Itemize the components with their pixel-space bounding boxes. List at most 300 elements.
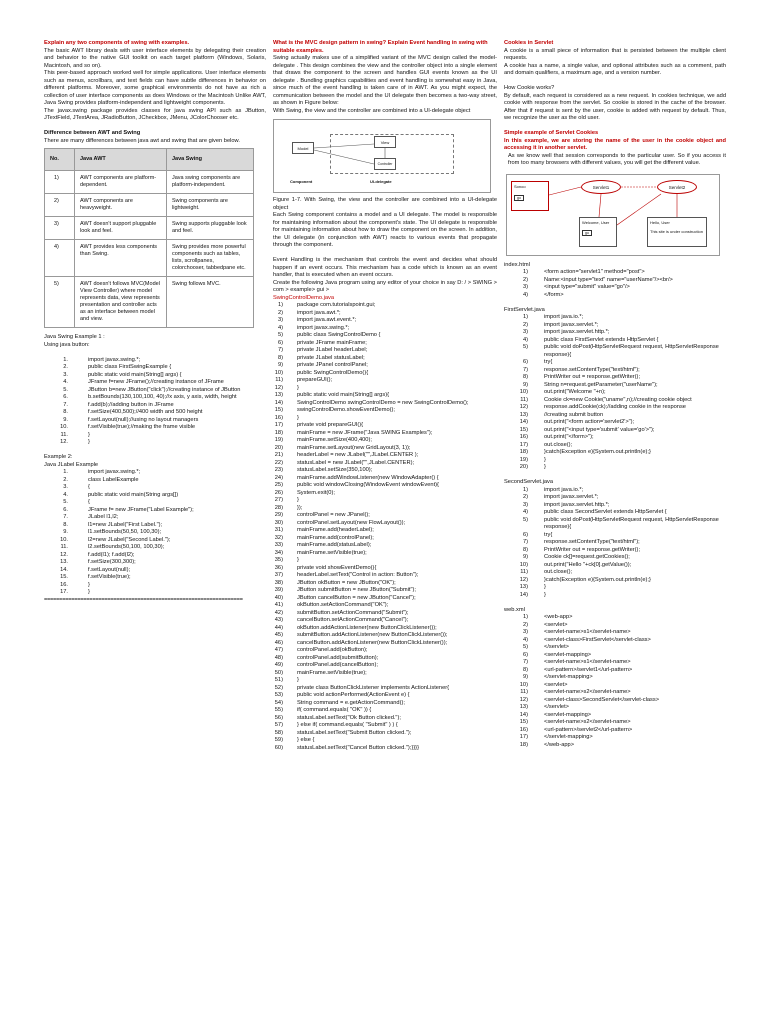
code-line (504, 374, 726, 382)
code-text: } (544, 456, 546, 463)
code-line (273, 422, 497, 430)
example-subtitle: Java JLabel Example (44, 461, 99, 468)
cookie-flow-diagram (506, 174, 720, 256)
login-form-box: Sonoo go (511, 181, 549, 211)
code-line (273, 557, 497, 565)
code-text: try{ (544, 359, 553, 365)
code-text: mainFrame.setSize(400,400); (297, 437, 372, 443)
code-line (273, 550, 497, 558)
code-text: mainFrame.setVisible(true); (297, 549, 367, 556)
code-text: import java.awt.event.*; (297, 317, 357, 323)
code-block-web-xml (504, 614, 726, 749)
line-number: 11) (520, 569, 528, 575)
line-number: 2. (63, 364, 68, 370)
code-line (273, 370, 497, 378)
code-line (273, 332, 497, 340)
code-text: f.setLayout(null);//using no layout managers (88, 416, 199, 423)
code-text: private JLabel headerLabel; (297, 347, 368, 353)
code-line (504, 442, 726, 450)
line-number: 6) (522, 651, 528, 658)
example-title: Example 2: (44, 454, 73, 460)
table-cell: 4) (45, 240, 75, 277)
code-line (44, 394, 266, 402)
line-number: 6) (277, 339, 283, 346)
table-row (45, 240, 254, 277)
code-line (504, 344, 726, 359)
code-line (273, 302, 497, 310)
line-number: 25) (274, 482, 283, 488)
code-text: </servlet> (544, 644, 569, 650)
line-number: 35) (274, 557, 283, 563)
code-line (44, 559, 266, 567)
table-cell: 1) (45, 171, 75, 194)
code-line (504, 742, 726, 750)
line-number: 44) (274, 624, 283, 631)
line-number: 22) (274, 459, 283, 466)
code-text: JFrame f=new JFrame();//creating instance of JFrame (88, 379, 224, 385)
line-number: 5) (522, 644, 528, 650)
line-number: 1) (277, 302, 283, 308)
code-line (273, 655, 497, 663)
table-row (45, 194, 254, 217)
code-line (273, 527, 497, 535)
table-cell: AWT components are heavyweight. (75, 194, 167, 217)
code-text: statusLabel = new JLabel("",JLabel.CENTER); (297, 459, 415, 466)
code-text: public static void main(String[] args){ (297, 392, 389, 398)
line-number: 7) (522, 659, 528, 665)
code-text: import javax.servlet.http.*; (544, 501, 610, 508)
code-line (273, 482, 497, 490)
line-number: 10) (519, 389, 528, 395)
code-text: } (544, 591, 546, 598)
code-text: mainFrame.add(headerLabel); (297, 527, 374, 533)
paragraph: Each Swing component contains a model and a UI delegate. The model is responsible for maintaining information about the component's state. The UI delegate is responsible for maintaining information about how to draw the component on the screen. In addition, the UI delegate (in conjunction with AWT) reacts to various events that propagate through the component. (273, 212, 497, 248)
line-number: 1) (522, 614, 528, 620)
line-number: 3) (277, 317, 283, 323)
code-line (273, 625, 497, 633)
code-text: prepareGUI(); (297, 377, 333, 383)
code-line (504, 674, 726, 682)
file-name: SecondServlet.java (504, 479, 554, 485)
go-button-mock: go (582, 230, 592, 236)
code-line (44, 544, 266, 552)
code-line (273, 745, 497, 753)
code-line (504, 532, 726, 540)
line-number: 1. (63, 469, 68, 475)
code-line (44, 582, 266, 590)
line-number: 24) (274, 474, 283, 481)
code-line (504, 464, 726, 472)
table-row (45, 171, 254, 194)
section-subheading: In this example, we are storing the name of the user in the cookie object and accessing it in another servlet. (504, 137, 726, 151)
line-number: 12) (519, 576, 528, 583)
line-number: 6. (63, 506, 68, 513)
code-text: package com.tutorialspoint.gui; (297, 302, 376, 308)
code-line (273, 730, 497, 738)
line-number: 32) (274, 534, 283, 541)
line-number: 9) (277, 362, 283, 368)
code-line (273, 595, 497, 603)
code-line (44, 589, 266, 597)
code-line (504, 382, 726, 390)
code-text: import javax.servlet.*; (544, 494, 599, 500)
code-text: <servlet-mapping> (544, 651, 592, 658)
code-line (504, 434, 726, 442)
line-number: 13. (60, 559, 68, 565)
line-number: 16) (274, 414, 283, 421)
code-line (504, 562, 726, 570)
code-line (44, 522, 266, 530)
line-number: 1. (63, 356, 68, 363)
code-text: private class ButtonClickListener implements ActionListener{ (297, 684, 450, 691)
code-text: f.setLayout(null); (88, 566, 131, 573)
code-text: }catch(Exception e){System.out.println(e);} (544, 576, 651, 583)
code-text: public class FirstSwingExample { (88, 364, 172, 370)
code-line (504, 569, 726, 577)
line-number: 5) (522, 516, 528, 523)
line-number: 39) (274, 587, 283, 593)
line-number: 7) (522, 366, 528, 373)
line-number: 1) (522, 269, 528, 275)
code-text: } (297, 557, 299, 563)
code-line (504, 689, 726, 697)
code-text: controlPanel.add(okButton); (297, 647, 368, 653)
code-line (273, 707, 497, 715)
code-line (504, 419, 726, 427)
code-text: Name:<input type="text" name="userName"/><br/> (544, 276, 673, 283)
line-number: 1) (522, 314, 528, 320)
line-number: 41) (274, 602, 283, 608)
code-line (273, 737, 497, 745)
code-text: public void windowClosing(WindowEvent windowEvent){ (297, 482, 439, 488)
code-block-first-servlet (504, 314, 726, 472)
line-number: 31) (274, 527, 283, 533)
line-number: 10) (519, 681, 528, 688)
code-text: import java.io.*; (544, 486, 584, 493)
code-text: <servlet-class>SecondServlet</servlet-class> (544, 696, 660, 703)
example-title: Java Swing Example 1 : (44, 334, 105, 340)
question-heading-mvc: What is the MVC design pattern in swing? Explain Event handling in swing with suitable examples. (273, 40, 488, 54)
table-cell: AWT doesn't follows MVC(Model View Controller) where model represents data, view represents presentation and controller acts as an interface between model and view. (75, 277, 167, 328)
line-number: 38) (274, 579, 283, 586)
code-text: } else if( command.equals( "Submit" ) ) { (297, 722, 398, 728)
code-line (273, 512, 497, 520)
code-line (273, 535, 497, 543)
code-line (44, 537, 266, 545)
code-text: out.print("<form action='servlet2'>"); (544, 419, 635, 425)
paragraph: As we know well that session corresponds to the particular user. So if you access it from too many browsers with different values, you will get the different value. (508, 152, 726, 166)
code-text: public void doPost(HttpServletRequest request, HttpServletResponse response){ (544, 516, 719, 530)
line-number: 60) (274, 744, 283, 751)
code-text: <servlet> (544, 681, 568, 688)
code-line (273, 587, 497, 595)
code-text: f.setSize(400,500);//400 width and 500 height (88, 409, 203, 415)
code-line (273, 317, 497, 325)
line-number: 14) (519, 711, 528, 718)
code-line (504, 697, 726, 705)
code-text: } (544, 464, 546, 470)
line-number: 14) (274, 399, 283, 406)
code-text: </servlet-mapping> (544, 734, 593, 740)
code-line (504, 487, 726, 495)
code-text: JButton cancelButton = new JButton("Cancel"); (297, 594, 416, 601)
code-text: mainFrame = new JFrame("Java SWING Examples"); (297, 429, 433, 436)
code-line (44, 492, 266, 500)
code-line (44, 484, 266, 492)
code-line (504, 539, 726, 547)
table-cell: Swing follows MVC. (167, 277, 254, 328)
line-number: 17) (519, 734, 528, 740)
code-text: statusLabel.setText("Submit Button clicked."); (297, 729, 412, 736)
code-text: private void prepareGUI(){ (297, 422, 364, 428)
code-line (504, 494, 726, 502)
code-text: } (544, 584, 546, 590)
line-number: 17) (519, 441, 528, 448)
code-line (504, 517, 726, 532)
line-number: 27) (274, 497, 283, 503)
code-line (273, 685, 497, 693)
code-line (504, 644, 726, 652)
code-line (273, 490, 497, 498)
line-number: 50) (274, 669, 283, 676)
line-number: 11. (60, 544, 68, 550)
code-line (504, 292, 726, 300)
code-line (273, 647, 497, 655)
code-line (273, 437, 497, 445)
code-line (273, 505, 497, 513)
line-number: 42) (274, 609, 283, 616)
code-text: response.setContentType("text/html"); (544, 366, 640, 373)
code-line (273, 340, 497, 348)
line-number: 4) (522, 291, 528, 298)
code-line (273, 355, 497, 363)
line-number: 4) (277, 324, 283, 331)
code-block-first-swing-example (44, 357, 266, 447)
line-number: 34) (274, 549, 283, 556)
paragraph: By default, each request is considered as a new request. In cookies technique, we add cookie with response from the servlet. So cookie is stored in the cache of the browser. After that if request is sent by the user, cookie is added with request by default. Thus, we recognize the user as the old user. (504, 92, 726, 121)
code-line (504, 337, 726, 345)
servlet1-node: Servlet1 (581, 180, 621, 194)
line-number: 8) (522, 374, 528, 380)
line-number: 56) (274, 714, 283, 721)
code-text: headerLabel = new JLabel("",JLabel.CENTER ); (297, 452, 419, 458)
code-line (504, 584, 726, 592)
code-line (44, 409, 266, 417)
code-text: l1.setBounds(50,50, 100,30); (88, 529, 162, 535)
code-text: mainFrame.setVisible(true); (297, 669, 367, 676)
code-line (273, 722, 497, 730)
code-text: f.add(b);//adding button in JFrame (88, 401, 174, 408)
line-number: 13) (519, 704, 528, 710)
line-number: 8) (277, 354, 283, 361)
code-text: mainFrame.add(controlPanel); (297, 534, 374, 541)
code-text: <servlet> (544, 621, 568, 628)
line-number: 14. (60, 566, 68, 573)
line-number: 11) (520, 396, 528, 403)
code-text: JButton submitButton = new JButton("Submit"); (297, 587, 416, 593)
line-number: 4) (522, 509, 528, 515)
code-line (44, 439, 266, 447)
code-line (504, 397, 726, 405)
code-text: <input type="submit" value="go"/> (544, 284, 630, 290)
code-line (273, 430, 497, 438)
column-3 (504, 40, 726, 749)
line-number: 11) (275, 377, 283, 383)
code-line (504, 667, 726, 675)
code-text: String command = e.getActionCommand(); (297, 699, 405, 706)
line-number: 2) (522, 321, 528, 328)
code-text: </form> (544, 291, 564, 298)
servlet2-node: Servlet2 (657, 180, 697, 194)
line-number: 23) (274, 467, 283, 473)
hello-page-box: Hello, User This site is under construction (647, 217, 707, 247)
line-number: 5. (63, 499, 68, 505)
paragraph: Event Handling is the mechanism that controls the event and decides what should happen if an event occurs. This mechanism has a code which is known as an event handler, that is executed when an event occurs. (273, 257, 497, 278)
code-line (504, 719, 726, 727)
table-cell: AWT provides less components than Swing. (75, 240, 167, 277)
line-number: 37) (274, 572, 283, 578)
code-line (504, 269, 726, 277)
code-line (273, 640, 497, 648)
example-subtitle: Using java button: (44, 341, 90, 348)
code-text: JLabel l1,l2; (88, 514, 119, 520)
column-1 (44, 40, 266, 604)
line-number: 58) (274, 729, 283, 736)
line-number: 16) (519, 434, 528, 440)
code-line (44, 507, 266, 515)
code-text: <servlet-name>s1</servlet-name> (544, 629, 631, 635)
code-text: out.print("</form>"); (544, 434, 594, 440)
code-line (273, 565, 497, 573)
line-number: 5) (522, 344, 528, 350)
line-number: 2) (522, 621, 528, 628)
line-number: 4. (63, 491, 68, 498)
code-line (504, 704, 726, 712)
line-number: 30) (274, 519, 283, 526)
section-heading-cookies: Cookies in Servlet (504, 40, 554, 46)
line-number: 7) (522, 539, 528, 545)
code-line (504, 734, 726, 742)
code-line (504, 389, 726, 397)
code-line (273, 385, 497, 393)
code-text: class LabelExample (88, 476, 139, 483)
code-text: } (297, 384, 299, 391)
file-name: web.xml (504, 606, 525, 613)
code-text: }catch(Exception e){System.out.println(e);} (544, 449, 651, 455)
controller-box: Controller (374, 158, 396, 170)
line-number: 2) (522, 494, 528, 500)
line-number: 43) (274, 617, 283, 623)
code-text: public class SecondServlet extends HttpServlet { (544, 509, 667, 515)
code-line (504, 329, 726, 337)
code-text: response.addCookie(ck);//adding cookie in the response (544, 404, 686, 410)
code-line (504, 554, 726, 562)
code-text: import javax.servlet.http.*; (544, 329, 610, 335)
code-text: l2.setBounds(50,100, 100,30); (88, 544, 165, 550)
code-line (273, 310, 497, 318)
code-line (273, 700, 497, 708)
code-text: mainFrame.addWindowListener(new WindowAdapter() { (297, 474, 439, 481)
code-text: } else { (297, 737, 315, 743)
code-line (44, 567, 266, 575)
code-block-swing-control-demo (273, 302, 497, 752)
view-box: View (374, 136, 396, 148)
line-number: 45) (274, 632, 283, 638)
line-number: 9) (522, 381, 528, 388)
code-line (273, 377, 497, 385)
line-number: 17. (60, 589, 68, 595)
code-text: <url-pattern>/servlet2</url-pattern> (544, 726, 633, 733)
code-line (504, 509, 726, 517)
code-text: <servlet-name>s1</servlet-name> (544, 659, 631, 665)
line-number: 8. (63, 409, 68, 415)
line-number: 3) (522, 501, 528, 508)
line-number: 8) (522, 546, 528, 553)
code-line (273, 347, 497, 355)
code-line (273, 580, 497, 588)
code-text: f.add(l1); f.add(l2); (88, 551, 135, 558)
line-number: 12) (519, 696, 528, 703)
line-number: 10. (60, 536, 68, 543)
code-text: out.print("<input type='submit' value='go'>"); (544, 426, 655, 433)
column-2 (273, 40, 497, 752)
code-text: <servlet-class>FirstServlet</servlet-class> (544, 636, 651, 643)
line-number: 13) (519, 584, 528, 590)
code-line (273, 572, 497, 580)
line-number: 15) (519, 426, 528, 433)
code-line (44, 514, 266, 522)
line-number: 19) (274, 437, 283, 443)
code-line (44, 379, 266, 387)
line-number: 48) (274, 654, 283, 661)
code-line (504, 314, 726, 322)
line-number: 3. (63, 371, 68, 378)
code-line (504, 682, 726, 690)
code-text: controlPanel.add(submitButton); (297, 654, 379, 661)
table-cell: 5) (45, 277, 75, 328)
paragraph: A cookie has a name, a single value, and optional attributes such as a comment, path and domain qualifiers, a maximum age, and a version number. (504, 62, 726, 76)
code-text: public SwingControlDemo(){ (297, 369, 369, 376)
code-text: swingControlDemo.showEventDemo(); (297, 407, 395, 413)
code-text: PrintWriter out = response.getWriter(); (544, 546, 641, 553)
code-text: response.setContentType("text/html"); (544, 539, 640, 545)
code-line (504, 449, 726, 457)
line-number: 33) (274, 542, 283, 548)
code-line (504, 659, 726, 667)
table-cell: Swing provides more powerful components such as tables, lists, scrollpanes, colorchooser, tabbedpane etc. (167, 240, 254, 277)
divider-line: ================================================================== (44, 596, 243, 603)
line-number: 40) (274, 594, 283, 601)
line-number: 9. (63, 529, 68, 535)
code-line (44, 417, 266, 425)
code-text: JButton b=new JButton("click");//creating instance of JButton (88, 386, 241, 393)
code-line (44, 432, 266, 440)
code-line (44, 552, 266, 560)
code-block-index-html (504, 269, 726, 299)
line-number: 8) (522, 666, 528, 673)
line-number: 18) (274, 429, 283, 436)
code-text: import javax.servlet.*; (544, 321, 599, 328)
table-header-cell: Java Swing (167, 149, 254, 171)
code-text: submitButton.addActionListener(new ButtonClickListener()); (297, 632, 448, 638)
line-number: 6) (522, 531, 528, 538)
line-number: 13) (274, 392, 283, 398)
line-number: 10) (519, 561, 528, 568)
model-box: Model (292, 142, 314, 154)
line-number: 7. (63, 401, 68, 408)
code-text: if( command.equals( "OK" )) { (297, 707, 372, 713)
table-header-cell: Java AWT (75, 149, 167, 171)
